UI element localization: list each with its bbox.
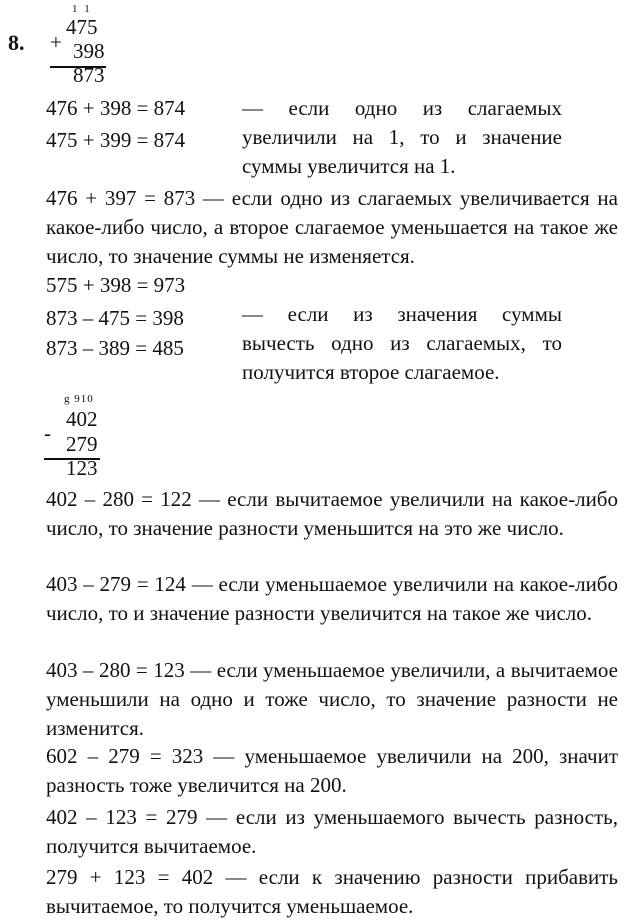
difference: 123 xyxy=(66,456,98,480)
carry-digits: 1 1 xyxy=(72,3,92,15)
statement-sum-invariance: 476 + 397 = 873 — если одно из слагаемых увеличивается на какое-либо число, а второе слагаемое уменьшается на такое же число, то значение суммы не изменяется. xyxy=(46,186,618,268)
borrow-digits: g 910 xyxy=(64,393,94,405)
statement-6: 279 + 123 = 402 — если к значению разности прибавить вычитаемое, то получится уменьшаемое. xyxy=(46,865,618,918)
statement-3: 403 – 280 = 123 — если уменьшаемое увеличили, а вычитаемое уменьшили на одно и тоже число, то значение разности не изменится. xyxy=(46,658,618,740)
minus-sign: - xyxy=(44,421,51,445)
minuend: 402 xyxy=(66,407,98,431)
plus-sign: + xyxy=(50,30,62,54)
equation-575: 575 + 398 = 973 xyxy=(46,273,186,297)
statement-5: 402 – 123 = 279 — если из уменьшаемого вычесть разность, получится вычитаемое. xyxy=(46,805,618,858)
group2-equation-2: 873 – 389 = 485 xyxy=(46,336,184,360)
statement-2: 403 – 279 = 124 — если уменьшаемое увеличили на какое-либо число, то и значение разности увеличится на такое же число. xyxy=(46,572,618,625)
addend-2: 398 xyxy=(73,39,105,63)
sum: 873 xyxy=(73,63,105,87)
group1-equation-2: 475 + 399 = 874 xyxy=(46,128,186,152)
group2-equation-1: 873 – 475 = 398 xyxy=(46,306,184,330)
addend-1: 475 xyxy=(66,15,98,39)
task-number: 8. xyxy=(8,30,25,55)
subtrahend: 279 xyxy=(66,432,98,456)
group1-explanation: — если одно из слагаемых увеличили на 1, то и значение суммы увеличится на 1. xyxy=(242,96,562,178)
group1-equation-1: 476 + 398 = 874 xyxy=(46,96,186,120)
statement-4: 602 – 279 = 323 — уменьшаемое увеличили на 200, значит разность тоже увеличится на 200. xyxy=(46,744,618,797)
statement-1: 402 – 280 = 122 — если вычитаемое увеличили на какое-либо число, то значение разности уменьшится на это же число. xyxy=(46,487,618,540)
group2-explanation: — если из значения суммы вычесть одно из слагаемых, то получится второе слагаемое. xyxy=(242,302,562,384)
